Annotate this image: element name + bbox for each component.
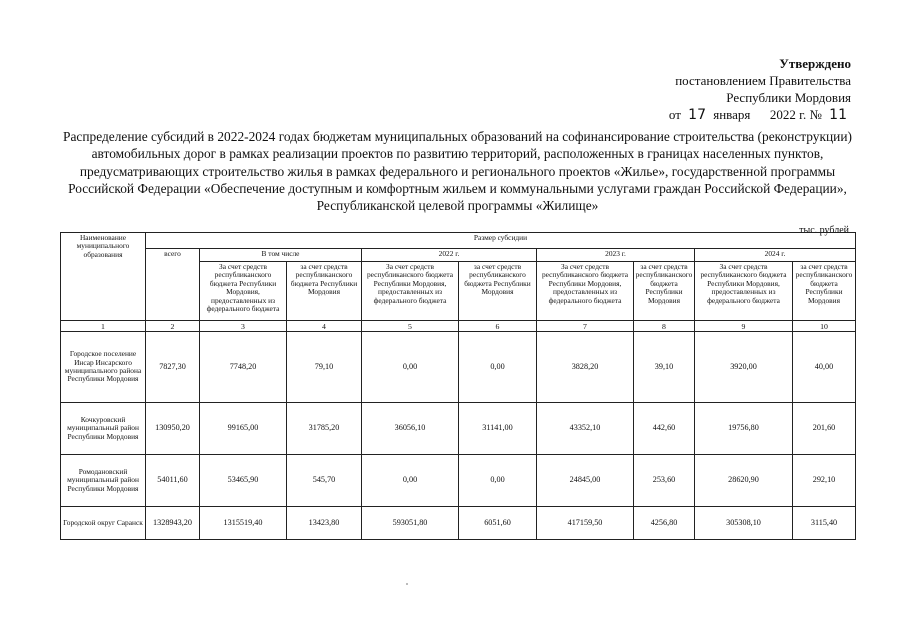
- column-number: 7: [537, 321, 634, 332]
- header-2022: 2022 г.: [362, 249, 537, 262]
- header-fed: За счет средств республиканского бюджета Республики Мордовия, предоставленных из федерального бюджета: [200, 262, 287, 321]
- header-name: Наименование муниципального образования: [61, 233, 146, 321]
- subsidy-value: 19756,80: [695, 403, 793, 455]
- approval-year: 2022 г. №: [769, 107, 822, 122]
- units-label: тыс. рублей: [799, 225, 849, 236]
- subsidy-value: 4256,80: [634, 507, 695, 540]
- header-rep: за счет средств республиканского бюджета Республики Мордовия: [634, 262, 695, 321]
- subsidy-value: 7827,30: [146, 332, 200, 403]
- subsidy-value: 305308,10: [695, 507, 793, 540]
- column-number: 6: [459, 321, 537, 332]
- approval-date-line: [591, 106, 851, 124]
- header-fed: За счет средств республиканского бюджета Республики Мордовия, предоставленных из федерального бюджета: [362, 262, 459, 321]
- subsidy-value: 593051,80: [362, 507, 459, 540]
- header-2023: 2023 г.: [537, 249, 695, 262]
- municipality-name: Городское поселение Инсар Инсарского муниципального района Республики Мордовия: [61, 332, 146, 403]
- subsidy-value: 39,10: [634, 332, 695, 403]
- municipality-name: Городской округ Саранск: [61, 507, 146, 540]
- table-header: [61, 233, 856, 321]
- header-total: всего: [146, 249, 200, 321]
- table-row: [61, 507, 856, 540]
- subsidy-value: 253,60: [634, 455, 695, 507]
- column-numbers-row: [61, 321, 856, 332]
- column-number: 8: [634, 321, 695, 332]
- subsidy-value: 292,10: [793, 455, 856, 507]
- column-number: 5: [362, 321, 459, 332]
- subsidy-value: 36056,10: [362, 403, 459, 455]
- header-fed: За счет средств республиканского бюджета Республики Мордовия, предоставленных из федерального бюджета: [695, 262, 793, 321]
- table-row: [61, 403, 856, 455]
- column-number: 1: [61, 321, 146, 332]
- subsidy-value: 417159,50: [537, 507, 634, 540]
- approval-line-2: Республики Мордовия: [726, 90, 851, 105]
- table-row: [61, 455, 856, 507]
- subsidy-value: 0,00: [362, 332, 459, 403]
- document-title: Распределение субсидий в 2022-2024 годах бюджетам муниципальных образований на софинансирование строительства (реконструкции) автомобильных дорог в рамках реализации проектов по развитию территорий, расположенных в границах населенных пунктов, предусматривающих строительство жилья в рамках федерального и регионального проектов «Жилье», государственной программы Российской Федерации «Обеспечение доступным и комфортным жильем и коммунальными услугами граждан Российской Федерации», Республиканской целевой программы «Жилище»: [63, 129, 852, 214]
- column-number: 4: [287, 321, 362, 332]
- column-number: 10: [793, 321, 856, 332]
- table-row: [61, 332, 856, 403]
- approval-day: 17: [688, 107, 706, 123]
- subsidy-value: 3920,00: [695, 332, 793, 403]
- approval-month: января: [713, 107, 751, 122]
- subsidy-value: 31141,00: [459, 403, 537, 455]
- subsidy-value: 0,00: [362, 455, 459, 507]
- header-size: Размер субсидии: [146, 233, 856, 249]
- subsidy-value: 31785,20: [287, 403, 362, 455]
- municipality-name: Ромодановский муниципальный район Республики Мордовия: [61, 455, 146, 507]
- subsidy-value: 1328943,20: [146, 507, 200, 540]
- subsidy-value: 130950,20: [146, 403, 200, 455]
- subsidy-value: 1315519,40: [200, 507, 287, 540]
- subsidy-value: 3828,20: [537, 332, 634, 403]
- approval-prefix: от: [668, 107, 681, 122]
- scan-speck: [406, 583, 408, 585]
- subsidy-value: 13423,80: [287, 507, 362, 540]
- subsidy-value: 43352,10: [537, 403, 634, 455]
- subsidy-value: 6051,60: [459, 507, 537, 540]
- subsidy-value: 53465,90: [200, 455, 287, 507]
- column-number: 3: [200, 321, 287, 332]
- column-number: 2: [146, 321, 200, 332]
- header-fed: За счет средств республиканского бюджета Республики Мордовия, предоставленных из федерального бюджета: [537, 262, 634, 321]
- subsidy-value: 201,60: [793, 403, 856, 455]
- subsidy-table: [60, 232, 856, 540]
- header-including: В том числе: [200, 249, 362, 262]
- municipality-name: Кочкуровский муниципальный район Республики Мордовия: [61, 403, 146, 455]
- subsidy-value: 442,60: [634, 403, 695, 455]
- subsidy-value: 0,00: [459, 332, 537, 403]
- subsidy-value: 28620,90: [695, 455, 793, 507]
- approval-number: 11: [829, 107, 847, 123]
- subsidy-value: 3115,40: [793, 507, 856, 540]
- column-number: 9: [695, 321, 793, 332]
- header-rep: за счет средств республиканского бюджета Республики Мордовия: [459, 262, 537, 321]
- table-body: [61, 321, 856, 540]
- approval-line-1: постановлением Правительства: [675, 73, 851, 88]
- subsidy-value: 40,00: [793, 332, 856, 403]
- subsidy-value: 545,70: [287, 455, 362, 507]
- approval-block: [591, 55, 851, 124]
- subsidy-value: 7748,20: [200, 332, 287, 403]
- approval-heading: Утверждено: [779, 56, 851, 71]
- subsidy-value: 54011,60: [146, 455, 200, 507]
- subsidy-value: 24845,00: [537, 455, 634, 507]
- header-rep: за счет средств республиканского бюджета Республики Мордовия: [793, 262, 856, 321]
- subsidy-value: 0,00: [459, 455, 537, 507]
- header-rep: за счет средств республиканского бюджета Республики Мордовия: [287, 262, 362, 321]
- subsidy-value: 79,10: [287, 332, 362, 403]
- header-2024: 2024 г.: [695, 249, 856, 262]
- subsidy-value: 99165,00: [200, 403, 287, 455]
